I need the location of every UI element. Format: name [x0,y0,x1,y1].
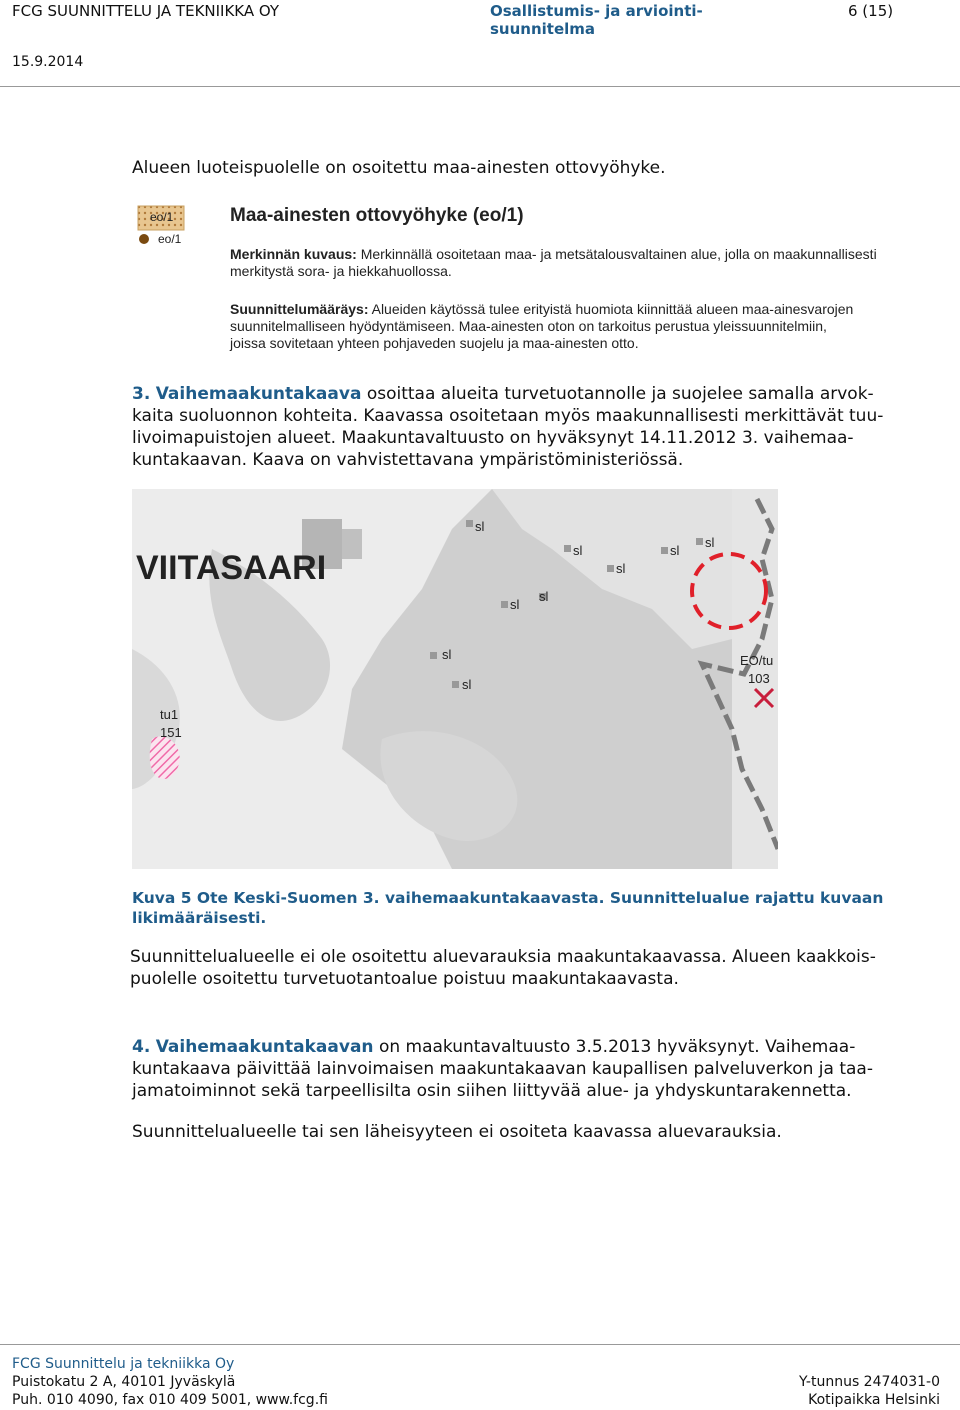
paragraph-4 [132,1036,952,1102]
paragraph-5: Suunnittelualueelle tai sen läheisyyteen ei osoiteta kaavassa aluevarauksia. [132,1122,782,1142]
sl-marker [430,652,437,659]
header-doc-title-2: suunnitelma [490,20,596,38]
sl-marker [607,565,614,572]
sl-marker [466,520,473,527]
para4-line2: kuntakaava päivittää lainvoimaisen maakuntakaavan kaupallisen palveluverkon ja taa- [132,1059,873,1079]
sl-label: sl [670,543,680,558]
caption-line2: likimääräisesti. [132,909,267,927]
sl-label: sl [616,561,626,576]
sl-marker [452,681,459,688]
legend-title: Maa-ainesten ottovyöhyke (eo/1) [230,205,524,226]
para4-number: 4. [132,1037,151,1057]
legend-desc-line2: merkitystä sora- ja hiekkahuollossa. [230,263,452,279]
para3-number: 3. [132,384,151,404]
para3-line1: osoittaa alueita turvetuotannolle ja suojelee samalla arvok- [366,384,874,404]
para4-line3: jamatoiminnot sekä tarpeellisilta osin siihen liittyvää alue- ja yhdyskuntarakennetta. [132,1081,852,1101]
paragraph-3 [132,383,952,471]
caption-line1: Kuva 5 Ote Keski-Suomen 3. vaihemaakuntakaavasta. Suunnittelualue rajattu kuvaan [132,889,884,907]
header-doc-title-1: Osallistumis- ja arviointi- [490,2,703,20]
legend-symbol-box-label: eo/1 [150,210,174,224]
legend-reg-line1: Alueiden käytössä tulee erityistä huomiota kiinnittää alueen maa-ainesvarojen [371,301,854,317]
sl-label: sl [442,647,452,662]
sl-marker [564,545,571,552]
legend-reg-label: Suunnittelumääräys: [230,301,369,317]
tu1-label: tu1 [160,707,179,722]
legend-reg-line2: suunnitelmalliseen hyödyntämiseen. Maa-ainesten oton on tarkoitus perustua yleissuunnitelmiin, [230,318,827,334]
eo-point-symbol [139,234,149,244]
map-figure [132,489,778,869]
header-company: FCG SUUNNITTELU JA TEKNIIKKA OY [12,2,280,20]
sl-label: sl [705,535,715,550]
legend-reg-line3: joissa sovitetaan yhteen pohjaveden suojelu ja maa-ainesten otto. [230,335,639,351]
para3-line2: kaita suoluonnon kohteita. Kaavassa osoitetaan myös maakunnallisesti merkittävät tuu- [132,406,884,426]
sl-marker [661,547,668,554]
tu1-number-label: 151 [160,725,182,740]
footer-phone: Puh. 010 4090, fax 010 409 5001, www.fcg.fi [12,1392,328,1408]
sl-label: sl [539,589,549,604]
sl-label: sl [475,519,485,534]
header-divider [0,86,960,87]
eo-tu-label: EO/tu [740,653,774,668]
sl-marker [501,601,508,608]
figure-caption [132,888,952,928]
header-page-number: 6 (15) [848,2,894,20]
legend-symbol-dot-label: eo/1 [158,232,182,246]
header-date: 15.9.2014 [12,54,84,70]
intro-text: Alueen luoteispuolelle on osoitettu maa-ainesten ottovyöhyke. [132,158,666,178]
para4-bold: Vaihemaakuntakaavan [155,1037,374,1057]
paragraph-after-map [130,946,952,990]
para-after-map-line1: Suunnittelualueelle ei ole osoitettu aluevarauksia maakuntakaavassa. Alueen kaakkois- [130,947,876,967]
para3-bold: Vaihemaakuntakaava [155,384,362,404]
footer-divider [0,1344,960,1345]
footer-company: FCG Suunnittelu ja tekniikka Oy [12,1356,235,1372]
sl-label: sl [510,597,520,612]
para-after-map-line2: puolelle osoitettu turvetuotantoalue poistuu maakuntakaavasta. [130,969,679,989]
legend-figure [130,198,952,363]
sl-label: sl [462,677,472,692]
para3-line4: kuntakaavan. Kaava on vahvistettavana ympäristöministeriössä. [132,450,684,470]
map-svg [132,489,778,869]
legend-desc-label: Merkinnän kuvaus: [230,246,357,262]
urban-area-2 [342,529,362,559]
para3-line3: livoimapuistojen alueet. Maakuntavaltuusto on hyväksynyt 14.11.2012 3. vaihemaa- [132,428,854,448]
footer-kotipaikka: Kotipaikka Helsinki [808,1392,940,1408]
footer-ytunnus: Y-tunnus 2474031-0 [799,1374,940,1390]
sl-label: sl [573,543,583,558]
eo-number-label: 103 [748,671,770,686]
sl-marker [696,538,703,545]
legend-desc-line1: Merkinnällä osoitetaan maa- ja metsätalousvaltainen alue, jolla on maakunnallisesti [360,246,877,262]
town-label: VIITASAARI [136,549,327,587]
para4-line1: on maakuntavaltuusto 3.5.2013 hyväksynyt. Vaihemaa- [378,1037,856,1057]
footer-address: Puistokatu 2 A, 40101 Jyväskylä [12,1374,236,1390]
